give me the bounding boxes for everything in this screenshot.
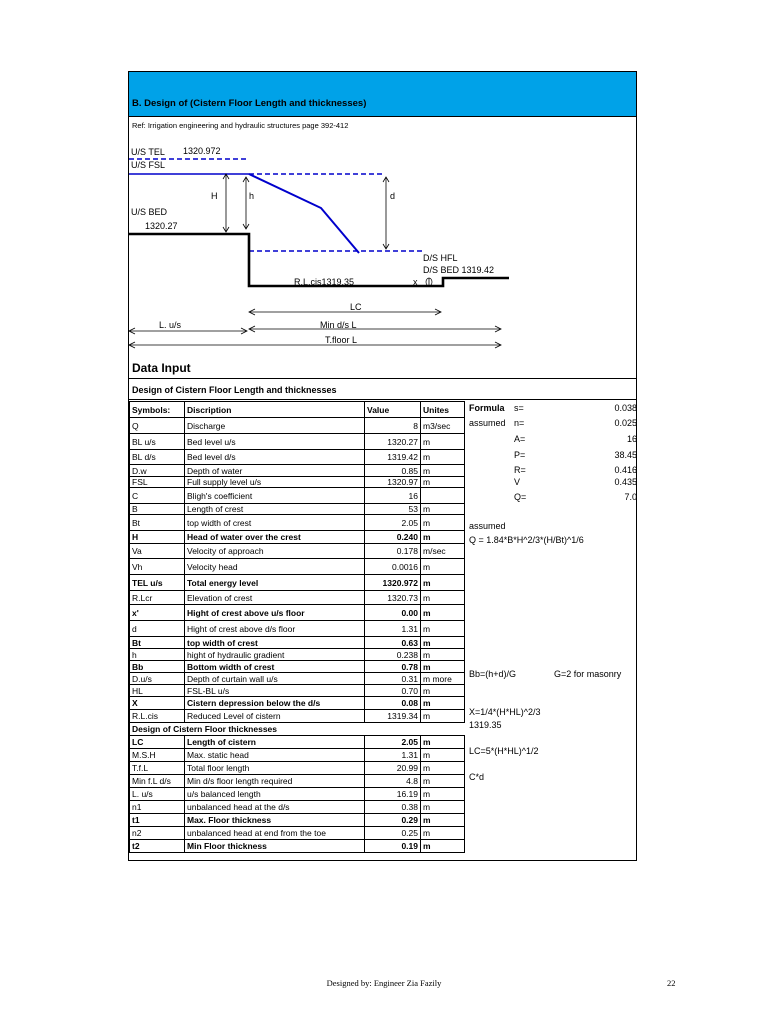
- V-label: V: [514, 477, 521, 487]
- rl-cis-label: R.L.cis1319.35: [294, 277, 355, 287]
- lc-label: LC: [350, 302, 362, 312]
- H-label: H: [211, 191, 218, 201]
- ds-hfl-label: D/S HFL: [423, 253, 458, 263]
- section-row-title: Design of Cistern Floor thicknesses: [130, 723, 465, 736]
- lc-formula: LC=5*(H*HL)^1/2: [469, 746, 539, 756]
- formula-heading: Formula: [469, 403, 505, 413]
- symbol-cell: Bt: [130, 515, 185, 531]
- q-formula: Q = 1.84*B*H^2/3*(H/Bt)^1/6: [469, 535, 584, 545]
- description-cell: Total floor length: [185, 762, 365, 775]
- us-tel-label: U/S TEL: [131, 147, 165, 157]
- description-cell: Hight of crest above u/s floor: [185, 605, 365, 621]
- value-cell: 0.29: [365, 814, 421, 827]
- description-cell: unbalanced head at the d/s: [185, 801, 365, 814]
- value-cell: 1320.972: [365, 575, 421, 591]
- h-label: h: [249, 191, 255, 201]
- description-cell: Head of water over the crest: [185, 531, 365, 544]
- value-cell: 0.238: [365, 649, 421, 661]
- symbol-cell: Va: [130, 544, 185, 559]
- value-cell: 53: [365, 504, 421, 515]
- Q-label: Q=: [514, 492, 527, 502]
- unit-cell: m: [421, 736, 465, 749]
- value-cell: 0.63: [365, 637, 421, 649]
- description-cell: Elevation of crest: [185, 591, 365, 605]
- n-label: n=: [514, 418, 525, 428]
- value-cell: 0.240: [365, 531, 421, 544]
- d-label: d: [390, 191, 396, 201]
- value-cell: 4.8: [365, 775, 421, 788]
- symbol-cell: D.u/s: [130, 673, 185, 685]
- description-cell: Min Floor thickness: [185, 840, 365, 853]
- unit-cell: m: [421, 710, 465, 723]
- value-cell: 0.25: [365, 827, 421, 840]
- table-row: [130, 710, 465, 723]
- s-value: 0.038: [614, 403, 637, 413]
- value-cell: 0.19: [365, 840, 421, 853]
- R-value: 0.416: [614, 465, 637, 475]
- table-row: [130, 840, 465, 853]
- description-cell: top width of crest: [185, 515, 365, 531]
- description-cell: Bed level u/s: [185, 434, 365, 450]
- value-cell: 1320.97: [365, 477, 421, 488]
- unit-cell: m: [421, 840, 465, 853]
- table-row: [130, 749, 465, 762]
- symbol-cell: Q: [130, 418, 185, 434]
- P-label: P=: [514, 450, 526, 460]
- g-note: G=2 for masonry: [554, 669, 622, 679]
- assumed-note: assumed: [469, 418, 506, 428]
- unit-cell: m: [421, 661, 465, 673]
- value-cell: 2.05: [365, 736, 421, 749]
- table-row: [130, 637, 465, 649]
- table-row: [130, 465, 465, 477]
- unit-cell: m: [421, 762, 465, 775]
- min-ds-l-label: Min d/s L: [320, 320, 357, 330]
- symbol-cell: BL d/s: [130, 450, 185, 465]
- value-cell: 0.78: [365, 661, 421, 673]
- value-cell: 8: [365, 418, 421, 434]
- footer-designer: Designed by: Engineer Zia Fazily: [326, 978, 442, 988]
- value-cell: 1320.27: [365, 434, 421, 450]
- description-cell: Cistern depression below the d/s: [185, 697, 365, 710]
- table-row: [130, 814, 465, 827]
- description-cell: hight of hydraulic gradient: [185, 649, 365, 661]
- table-row: [130, 434, 465, 450]
- description-cell: Full supply level u/s: [185, 477, 365, 488]
- lus-label: L. u/s: [159, 320, 182, 330]
- divider: [129, 399, 636, 400]
- ds-bed-label: D/S BED 1319.42: [423, 265, 495, 275]
- x-value: 1319.35: [469, 720, 502, 730]
- x-label: x: [413, 277, 418, 287]
- value-cell: 1.31: [365, 749, 421, 762]
- unit-cell: m: [421, 827, 465, 840]
- column-header: Discription: [185, 402, 365, 418]
- table-row: [130, 450, 465, 465]
- table-row: [130, 591, 465, 605]
- symbol-cell: X: [130, 697, 185, 710]
- R-label: R=: [514, 465, 526, 475]
- divider: [129, 378, 636, 379]
- symbol-cell: n1: [130, 801, 185, 814]
- unit-cell: m: [421, 434, 465, 450]
- table-row: [130, 531, 465, 544]
- unit-cell: m: [421, 515, 465, 531]
- A-label: A=: [514, 434, 526, 444]
- unit-cell: m: [421, 649, 465, 661]
- value-cell: 0.178: [365, 544, 421, 559]
- value-cell: 0.08: [365, 697, 421, 710]
- x-formula: X=1/4*(H*HL)^2/3: [469, 707, 541, 717]
- symbol-cell: d: [130, 621, 185, 637]
- design-sheet: [128, 71, 637, 861]
- unit-cell: m: [421, 504, 465, 515]
- description-cell: Discharge: [185, 418, 365, 434]
- table-body: [130, 418, 465, 853]
- section-header: [129, 72, 636, 117]
- table-row: [130, 736, 465, 749]
- table-row: [130, 723, 465, 736]
- column-header: Symbols:: [130, 402, 185, 418]
- description-cell: Velocity of approach: [185, 544, 365, 559]
- unit-cell: m: [421, 775, 465, 788]
- assumed-note: assumed: [469, 521, 506, 531]
- symbol-cell: t2: [130, 840, 185, 853]
- table-row: [130, 605, 465, 621]
- value-cell: 2.05: [365, 515, 421, 531]
- unit-cell: [421, 488, 465, 504]
- value-cell: 20.99: [365, 762, 421, 775]
- description-cell: Max. static head: [185, 749, 365, 762]
- unit-cell: m: [421, 559, 465, 575]
- cistern-diagram: [129, 137, 636, 352]
- unit-cell: m3/sec: [421, 418, 465, 434]
- P-value: 38.45: [614, 450, 637, 460]
- table-row: [130, 559, 465, 575]
- description-cell: Total energy level: [185, 575, 365, 591]
- description-cell: Length of crest: [185, 504, 365, 515]
- description-cell: Bottom width of crest: [185, 661, 365, 673]
- symbol-cell: R.Lcr: [130, 591, 185, 605]
- table-row: [130, 488, 465, 504]
- page-number: 22: [667, 978, 676, 988]
- description-cell: FSL-BL u/s: [185, 685, 365, 697]
- table-row: [130, 515, 465, 531]
- unit-cell: m: [421, 450, 465, 465]
- value-cell: 1319.34: [365, 710, 421, 723]
- symbol-cell: LC: [130, 736, 185, 749]
- table-row: [130, 827, 465, 840]
- us-bed-value: 1320.27: [145, 221, 178, 231]
- unit-cell: m/sec: [421, 544, 465, 559]
- column-header: Unites: [421, 402, 465, 418]
- unit-cell: m: [421, 697, 465, 710]
- description-cell: u/s balanced length: [185, 788, 365, 801]
- description-cell: Velocity head: [185, 559, 365, 575]
- description-cell: Length of cistern: [185, 736, 365, 749]
- unit-cell: m: [421, 637, 465, 649]
- symbol-cell: HL: [130, 685, 185, 697]
- symbol-cell: Min f.L d/s: [130, 775, 185, 788]
- bb-formula: Bb=(h+d)/G: [469, 669, 517, 679]
- symbol-cell: Bb: [130, 661, 185, 673]
- symbol-cell: Bt: [130, 637, 185, 649]
- value-cell: 0.70: [365, 685, 421, 697]
- unit-cell: m: [421, 591, 465, 605]
- symbol-cell: H: [130, 531, 185, 544]
- symbol-cell: TEL u/s: [130, 575, 185, 591]
- symbol-cell: M.S.H: [130, 749, 185, 762]
- table-row: [130, 775, 465, 788]
- unit-cell: m: [421, 788, 465, 801]
- unit-cell: m: [421, 575, 465, 591]
- table-row: [130, 801, 465, 814]
- description-cell: Bed level d/s: [185, 450, 365, 465]
- value-cell: 0.0016: [365, 559, 421, 575]
- symbol-cell: C: [130, 488, 185, 504]
- symbol-cell: D.w: [130, 465, 185, 477]
- table-row: [130, 504, 465, 515]
- description-cell: Depth of curtain wall u/s: [185, 673, 365, 685]
- value-cell: 1319.42: [365, 450, 421, 465]
- us-bed-label: U/S BED: [131, 207, 168, 217]
- unit-cell: m: [421, 605, 465, 621]
- Q-value: 7.0: [624, 492, 637, 502]
- description-cell: top width of crest: [185, 637, 365, 649]
- unit-cell: m: [421, 749, 465, 762]
- data-input-title: Data Input: [132, 361, 191, 375]
- symbol-cell: L. u/s: [130, 788, 185, 801]
- unit-cell: m: [421, 621, 465, 637]
- table-row: [130, 418, 465, 434]
- symbol-cell: h: [130, 649, 185, 661]
- value-cell: 1.31: [365, 621, 421, 637]
- table-title: Design of Cistern Floor Length and thicknesses: [132, 385, 337, 395]
- table-row: [130, 673, 465, 685]
- table-row: [130, 788, 465, 801]
- table-row: [130, 661, 465, 673]
- table-row: [130, 621, 465, 637]
- description-cell: Min d/s floor length required: [185, 775, 365, 788]
- symbol-cell: t1: [130, 814, 185, 827]
- symbol-cell: n2: [130, 827, 185, 840]
- n-value: 0.025: [614, 418, 637, 428]
- symbol-cell: x': [130, 605, 185, 621]
- description-cell: Depth of water: [185, 465, 365, 477]
- reference-note: Ref: Irrigation engineering and hydraulic structures page 392-412: [132, 121, 349, 130]
- V-value: 0.435: [614, 477, 637, 487]
- table-row: [130, 762, 465, 775]
- unit-cell: m more: [421, 673, 465, 685]
- value-cell: 16.19: [365, 788, 421, 801]
- A-value: 16: [626, 434, 637, 444]
- value-cell: 16: [365, 488, 421, 504]
- symbol-cell: R.L.cis: [130, 710, 185, 723]
- section-title: B. Design of (Cistern Floor Length and thicknesses): [132, 98, 367, 109]
- description-cell: Bligh's coefficient: [185, 488, 365, 504]
- value-cell: 0.00: [365, 605, 421, 621]
- us-tel-value: 1320.972: [183, 146, 221, 156]
- table-row: [130, 575, 465, 591]
- table-row: [130, 649, 465, 661]
- symbol-cell: BL u/s: [130, 434, 185, 450]
- symbol-cell: FSL: [130, 477, 185, 488]
- unit-cell: m: [421, 465, 465, 477]
- symbol-cell: T.f.L: [130, 762, 185, 775]
- table-row: [130, 477, 465, 488]
- unit-cell: m: [421, 814, 465, 827]
- description-cell: Hight of crest above d/s floor: [185, 621, 365, 637]
- description-cell: Reduced Level of cistern: [185, 710, 365, 723]
- unit-cell: m: [421, 531, 465, 544]
- value-cell: 0.31: [365, 673, 421, 685]
- t-floor-l-label: T.floor L: [325, 335, 358, 345]
- us-fsl-label: U/S FSL: [131, 160, 166, 170]
- unit-cell: m: [421, 685, 465, 697]
- cd-formula: C*d: [469, 772, 485, 782]
- value-cell: 1320.73: [365, 591, 421, 605]
- table-row: [130, 697, 465, 710]
- symbol-cell: B: [130, 504, 185, 515]
- symbol-cell: Vh: [130, 559, 185, 575]
- table-row: [130, 544, 465, 559]
- description-cell: Max. Floor thickness: [185, 814, 365, 827]
- value-cell: 0.85: [365, 465, 421, 477]
- description-cell: unbalanced head at end from the toe: [185, 827, 365, 840]
- s-label: s=: [514, 403, 524, 413]
- value-cell: 0.38: [365, 801, 421, 814]
- table-row: [130, 685, 465, 697]
- data-table: [129, 401, 465, 853]
- column-header: Value: [365, 402, 421, 418]
- unit-cell: m: [421, 477, 465, 488]
- unit-cell: m: [421, 801, 465, 814]
